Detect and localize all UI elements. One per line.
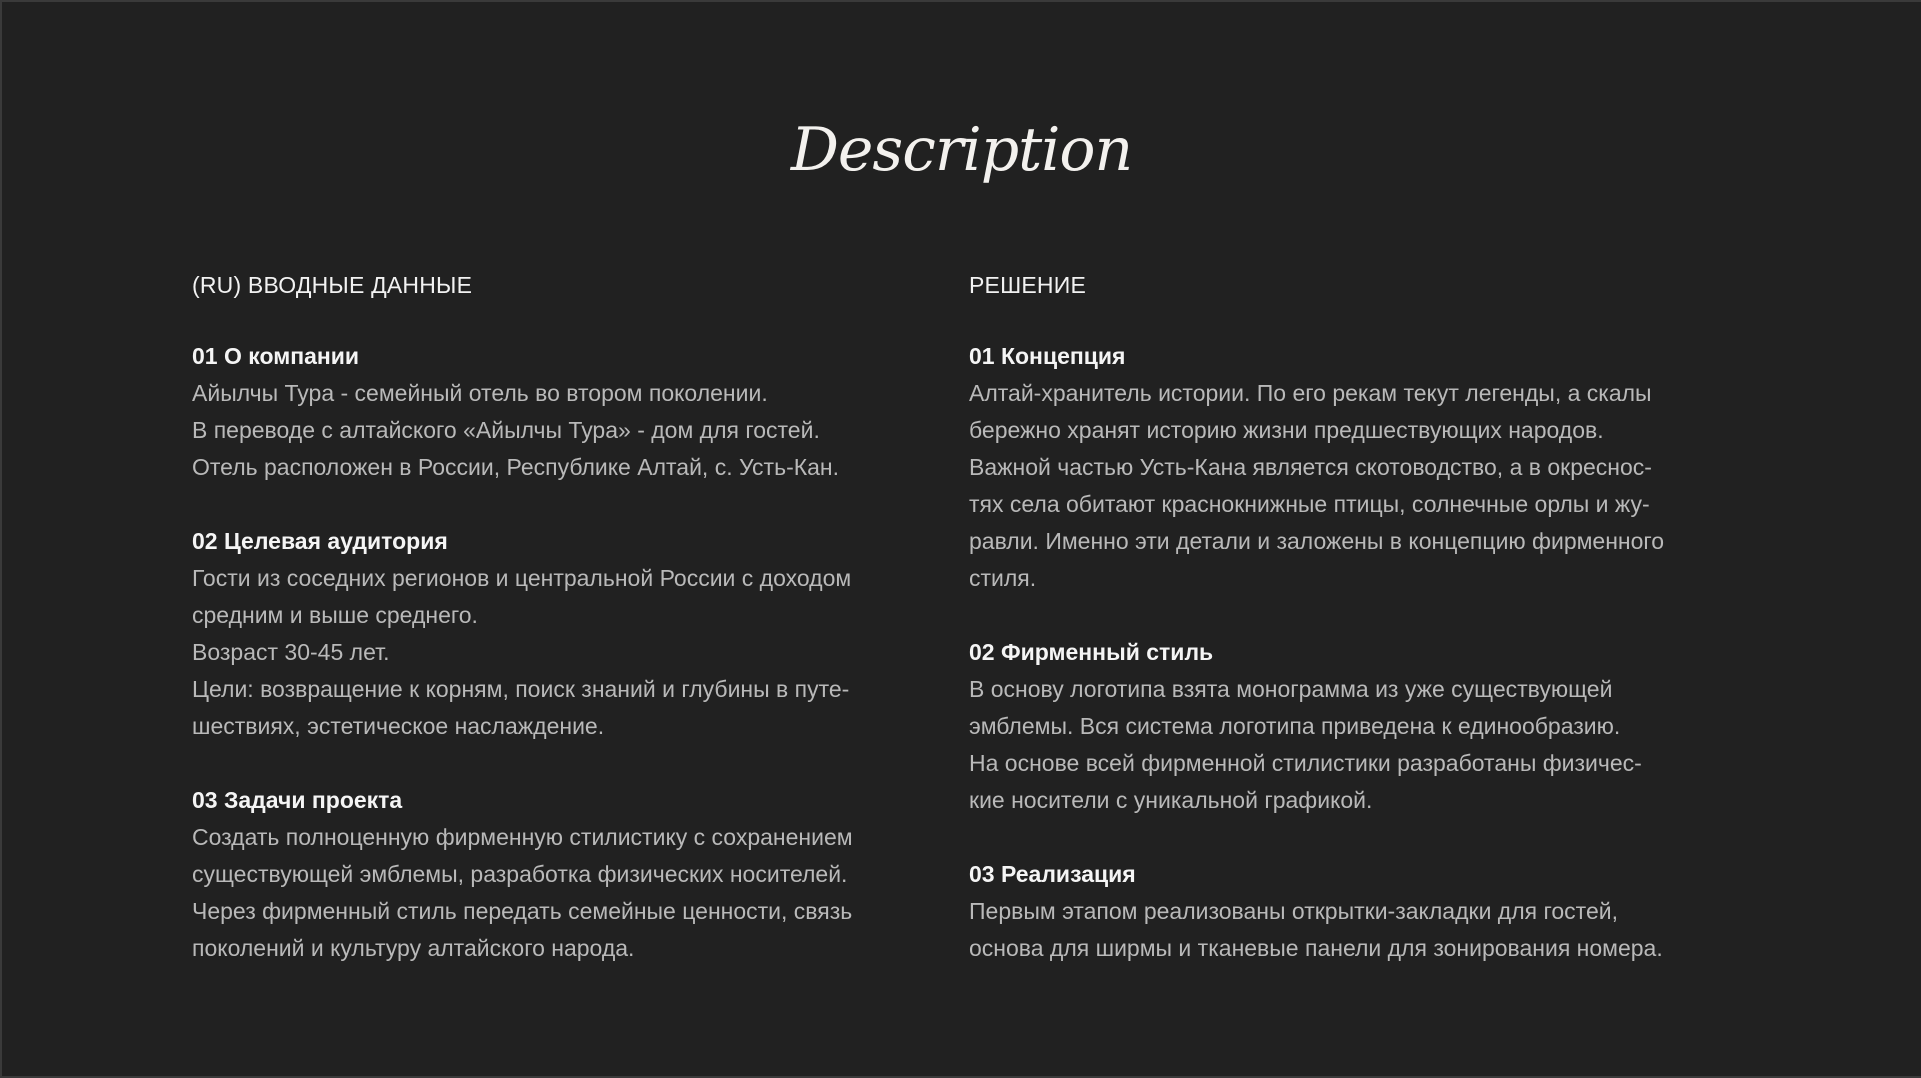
section-target-audience bbox=[192, 523, 932, 745]
text-line: Гости из соседних регионов и центральной России с доходом bbox=[192, 565, 852, 591]
text-line: На основе всей фирменной стилистики разработаны физичес- bbox=[969, 750, 1642, 776]
text-line: Отель расположен в России, Республике Алтай, с. Усть-Кан. bbox=[192, 454, 840, 480]
text-line: Айылчы Тура - семейный отель во втором поколении. bbox=[192, 380, 768, 406]
intro-data-column bbox=[192, 270, 932, 1004]
page-title: Description bbox=[790, 115, 1133, 185]
section-about-company bbox=[192, 338, 932, 486]
section-title: 02 Целевая аудитория bbox=[192, 528, 448, 554]
text-line: равли. Именно эти детали и заложены в концепцию фирменного bbox=[969, 528, 1665, 554]
text-line: основа для ширмы и тканевые панели для зонирования номера. bbox=[969, 935, 1663, 961]
section-title: 03 Задачи проекта bbox=[192, 787, 403, 813]
text-line: средним и выше среднего. bbox=[192, 602, 478, 628]
section-concept bbox=[969, 338, 1729, 597]
description-page bbox=[2, 2, 1921, 1076]
text-line: Важной частью Усть-Кана является скотоводство, а в окреснос- bbox=[969, 454, 1652, 480]
text-line: Создать полноценную фирменную стилистику с сохранением bbox=[192, 824, 853, 850]
text-line: бережно хранят историю жизни предшествующих народов. bbox=[969, 417, 1604, 443]
text-line: шествиях, эстетическое наслаждение. bbox=[192, 713, 605, 739]
section-title: 01 О компании bbox=[192, 343, 360, 369]
section-title: 01 Концепция bbox=[969, 343, 1126, 369]
text-line: Алтай-хранитель истории. По его рекам текут легенды, а скалы bbox=[969, 380, 1652, 406]
text-line: Цели: возвращение к корням, поиск знаний и глубины в путе- bbox=[192, 676, 850, 702]
section-implementation bbox=[969, 856, 1729, 967]
column-heading: РЕШЕНИЕ bbox=[969, 272, 1086, 298]
text-line: Через фирменный стиль передать семейные ценности, связь bbox=[192, 898, 853, 924]
section-title: 03 Реализация bbox=[969, 861, 1136, 887]
text-line: тях села обитают краснокнижные птицы, солнечные орлы и жу- bbox=[969, 491, 1650, 517]
text-line: Первым этапом реализованы открытки-закладки для гостей, bbox=[969, 898, 1618, 924]
text-line: Возраст 30-45 лет. bbox=[192, 639, 390, 665]
section-brand-style bbox=[969, 634, 1729, 819]
text-line: эмблемы. Вся система логотипа приведена к единообразию. bbox=[969, 713, 1621, 739]
text-line: кие носители с уникальной графикой. bbox=[969, 787, 1373, 813]
text-line: поколений и культуру алтайского народа. bbox=[192, 935, 635, 961]
text-line: существующей эмблемы, разработка физических носителей. bbox=[192, 861, 848, 887]
solution-column bbox=[969, 270, 1729, 1004]
section-project-tasks bbox=[192, 782, 932, 967]
column-heading: (RU) ВВОДНЫЕ ДАННЫЕ bbox=[192, 272, 473, 298]
text-line: В переводе с алтайского «Айылчы Тура» - дом для гостей. bbox=[192, 417, 820, 443]
text-line: В основу логотипа взята монограмма из уже существующей bbox=[969, 676, 1613, 702]
section-title: 02 Фирменный стиль bbox=[969, 639, 1214, 665]
text-line: стиля. bbox=[969, 565, 1037, 591]
